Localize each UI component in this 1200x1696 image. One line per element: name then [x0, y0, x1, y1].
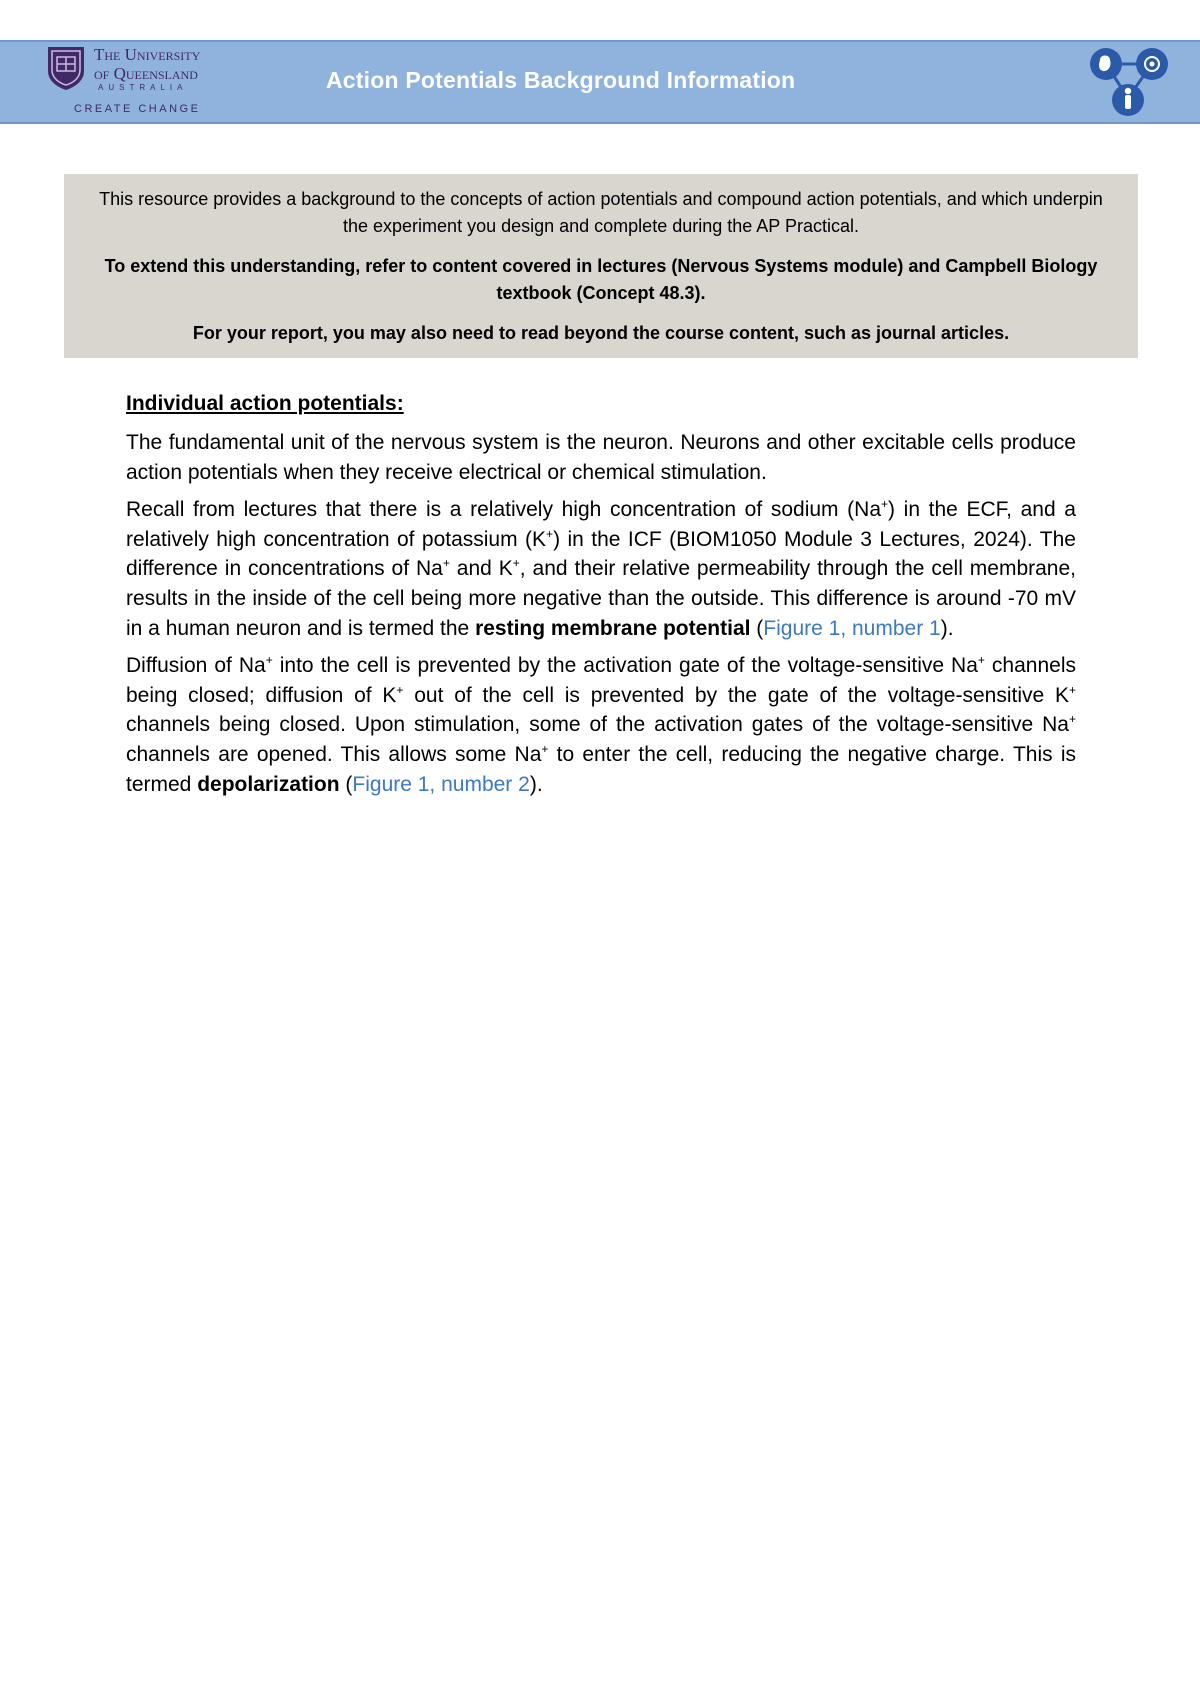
text-run: ).	[940, 616, 954, 640]
uq-crest-icon	[46, 45, 86, 91]
uq-name-line1: The University	[94, 45, 201, 64]
uq-country: AUSTRALIA	[98, 83, 188, 92]
text-run: (	[750, 616, 764, 640]
page-title: Action Potentials Background Information	[326, 67, 796, 93]
text-run: ) in the ICF (BIOM1050 Module 3 Lectures, 2024). The difference in concentrations of Na	[126, 527, 1076, 581]
text-run: Diffusion of Na	[126, 654, 266, 678]
text-run: channels being closed; diffusion of K	[126, 654, 1076, 707]
text-run: ).	[529, 772, 543, 796]
superscript-plus: +	[442, 556, 450, 571]
intro-report-text: For your report, you may also need to read beyond the course content, such as journal articles.	[192, 323, 1010, 343]
uq-tagline: CREATE CHANGE	[74, 103, 201, 115]
superscript-plus: +	[881, 497, 889, 512]
body-systems-icon	[1088, 46, 1170, 118]
superscript-plus: +	[265, 653, 273, 668]
superscript-plus: +	[396, 682, 404, 697]
superscript-plus: +	[1068, 682, 1076, 697]
text-run: and K	[449, 557, 513, 581]
text-run: channels being closed. Upon stimulation, some of the activation gates of the voltage-sensitive Na	[126, 713, 1069, 737]
superscript-plus: +	[546, 526, 554, 541]
intro-box	[64, 174, 1138, 358]
text-run: , and their relative permeability through the cell membrane, results in the inside of the cell being more negative than the outside. This difference is around -70 mV in a human neuron and is termed the	[126, 557, 1077, 640]
intro-text: This resource provides a background to the concepts of action potentials and compound action potentials, and which underpin the experiment you design and complete during the AP Practical.	[99, 189, 1103, 236]
text-run: out of the cell is prevented by the gate of the voltage-sensitive K	[403, 683, 1069, 707]
figure-reference-link[interactable]: Figure 1, number 2	[352, 772, 530, 796]
text-run: to enter the cell, reducing the negative charge. This is termed	[126, 742, 1076, 796]
superscript-plus: +	[512, 556, 520, 571]
superscript-plus: +	[977, 653, 985, 668]
paragraph-depolarization	[126, 651, 1076, 799]
section-heading: Individual action potentials:	[126, 392, 404, 415]
uq-name-line2: of Queensland	[94, 64, 198, 83]
figure-reference-link[interactable]: Figure 1, number 1	[763, 616, 941, 640]
main-content	[126, 390, 1076, 807]
term-depolarization: depolarization	[197, 772, 340, 796]
text-run: channels are opened. This allows some Na	[126, 742, 542, 766]
text-run: ) in the ECF, and a relatively high concentration of potassium (K	[126, 498, 1076, 551]
text-run: into the cell is prevented by the activation gate of the voltage-sensitive Na	[272, 654, 978, 678]
university-logo	[46, 45, 246, 123]
paragraph-neuron: The fundamental unit of the nervous system is the neuron. Neurons and other excitable cells produce action potentials when they receive electrical or chemical stimulation.	[126, 431, 1076, 484]
text-run: (	[339, 772, 353, 796]
superscript-plus: +	[541, 741, 549, 756]
uq-name	[94, 45, 200, 83]
text-run: Recall from lectures that there is a relatively high concentration of sodium (Na	[126, 498, 882, 522]
intro-extend-text: To extend this understanding, refer to content covered in lectures (Nervous Systems module) and Campbell Biology textbook (Concept 48.3).	[104, 256, 1098, 303]
term-resting-membrane-potential: resting membrane potential	[475, 616, 751, 640]
paragraph-resting-potential	[126, 495, 1076, 643]
superscript-plus: +	[1068, 712, 1076, 727]
